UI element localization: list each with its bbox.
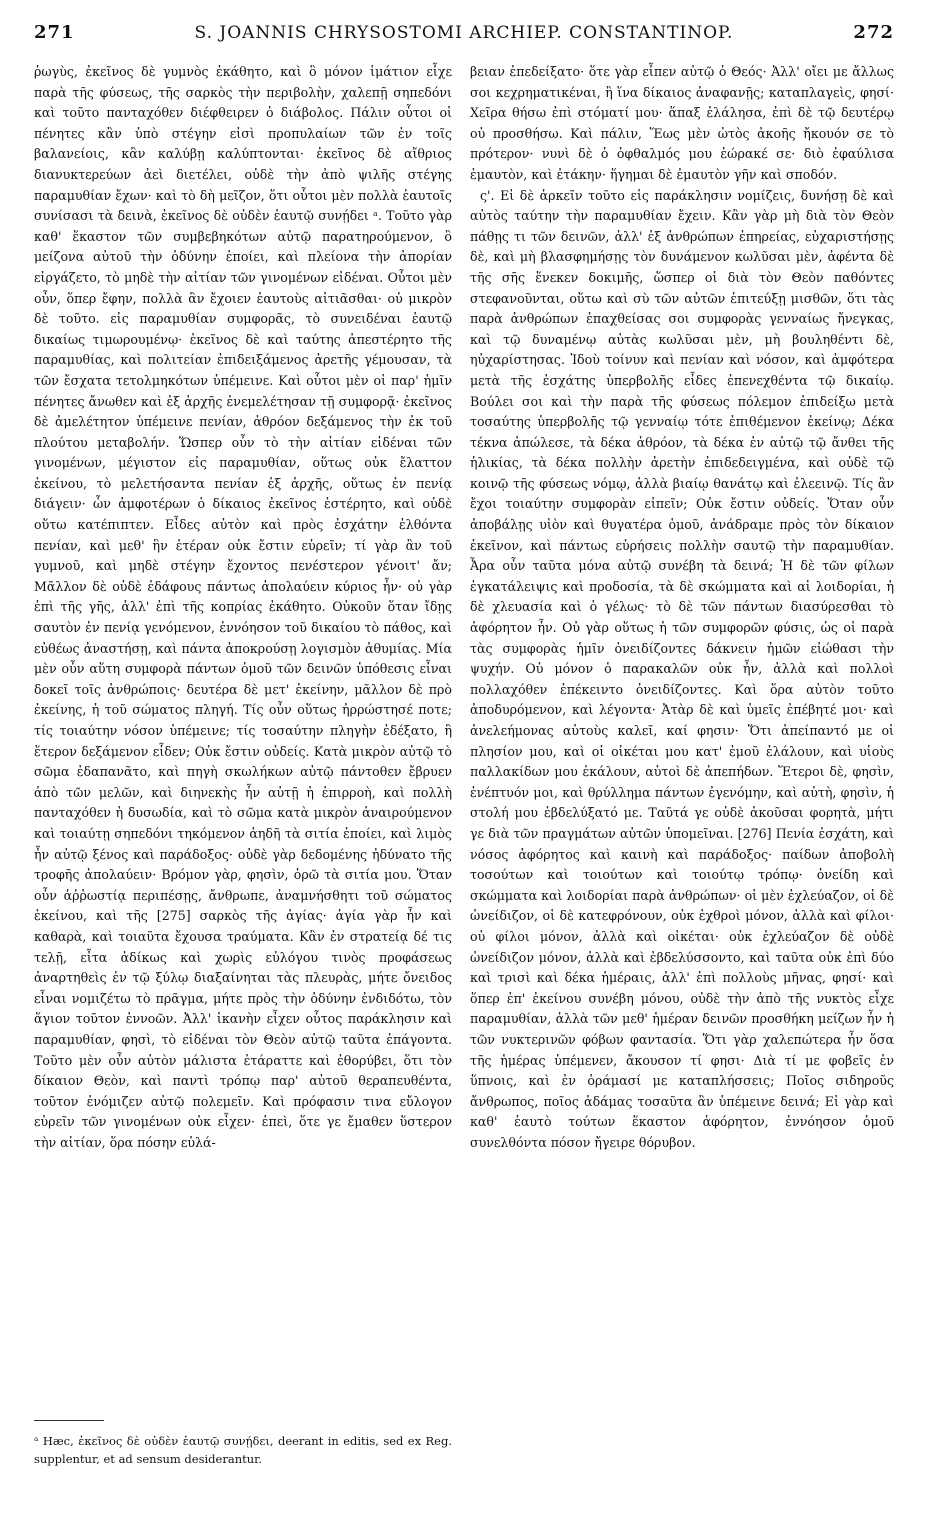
footnote: ᵃ Hæc, ἐκεῖνος δὲ οὐδὲν ἑαυτῷ συνῄδει, deerant in editis, sed ex Reg. supplentur, et ad sensum desiderantur. bbox=[34, 1434, 452, 1466]
page-number-right: 272 bbox=[853, 22, 894, 43]
page-header bbox=[34, 22, 894, 52]
right-paragraph-1: βειαν ἐπεδείξατο· ὅτε γὰρ εἶπεν αὐτῷ ὁ Θεός· Ἀλλ' οἴει με ἄλλως σοι κεχρηματικέναι, ἢ ἵνα δίκαιος ἀναφανῇς; καταπλαγεὶς, φησί· Χεῖρα θήσω ἐπὶ στόματί μου· ἅπαξ ἐλάλησα, ἐπὶ δὲ τῷ δευτέρῳ οὐ προσθήσω. Καὶ πάλιν, Ἕως μὲν ὠτὸς ἀκοῆς ἤκουόν σε τὸ πρότερον· νυνὶ δὲ ὁ ὀφθαλμός μου ἑώρακέ σε· διὸ ἐφαύλισα ἐμαυτὸν, καὶ ἐτάκην· ἥγημαι δὲ ἐμαυτὸν γῆν καὶ σποδόν. bbox=[470, 64, 894, 182]
left-column bbox=[34, 62, 452, 1442]
right-paragraph-2: ς'. Εἰ δὲ ἀρκεῖν τοῦτο εἰς παράκλησιν νομίζεις, δυνήσῃ δὲ καὶ αὐτὸς ταύτην τὴν παραμυθίαν ἔχειν. Κἂν γὰρ μὴ διὰ τὸν Θεὸν πάθῃς τι τῶν δεινῶν, ἀλλ' ἐξ ἀνθρώπων ἐπηρείας, εὐχαριστήσῃς δὲ, καὶ μὴ βλασφημήσῃς τὸν δυνάμενον κωλῦσαι μὲν, ἀφέντα δὲ τῆς σῆς ἕνεκεν δοκιμῆς, ὥσπερ οἱ διὰ τὸν Θεὸν παθόντες στεφανοῦνται, οὕτω καὶ σὺ τῶν αὐτῶν ἐπιτεύξῃ μισθῶν, ὅτι τὰς παρὰ ἀνθρώπων ἐπαχθείσας σοι συμφορὰς γενναίως ἤνεγκας, καὶ τῷ δυναμένῳ αὐτὰς κωλῦσαι μὲν, μὴ βουληθέντι δὲ, ηὐχαρίστησας. Ἰδοὺ τοίνυν καὶ πενίαν καὶ νόσον, καὶ ἀμφότερα μετὰ τῆς ἐσχάτης ὑπερβολῆς εἶδες ἐπενεχθέντα τῷ δικαίῳ. Βούλει σοι καὶ τὴν παρὰ τῆς φύσεως πόλεμον ἐπιδείξω μετὰ τοσαύτης ὑπερβολῆς τῷ γενναίῳ τότε ἐπιθέμενον ἐκείνῳ; Δέκα τέκνα ἀπώλεσε, τὰ δέκα ἀθρόον, τὰ δέκα ἐν αὐτῷ τῷ ἄνθει τῆς ἡλικίας, τὰ δέκα πολλὴν ἀρετὴν ἐπιδεδειγμένα, καὶ οὐδὲ τῷ κοινῷ τῆς φύσεως νόμῳ, ἀλλὰ βιαίῳ θανάτῳ καὶ ἐλεεινῷ. Τίς ἂν ἔχοι τοιαύτην συμφορὰν εἰπεῖν; Οὐκ ἔστιν οὐδείς. Ὅταν οὖν ἀποβάλῃς υἱὸν καὶ θυγατέρα ὁμοῦ, ἀνάδραμε πρὸς τὸν δίκαιον ἐκεῖνον, καὶ πάντως εὑρήσεις πολλὴν σαυτῷ τὴν παραμυθίαν. Ἆρα οὖν ταῦτα μόνα αὐτῷ συνέβη τὰ δεινά; Ἡ δὲ τῶν φίλων ἐγκατάλειψις καὶ προδοσία, τὰ δὲ σκώμματα καὶ αἱ λοιδορίαι, ἡ δὲ χλευασία καὶ ὁ γέλως· τὸ δὲ τῶν πάντων διασύρεσθαι τὸ ἀφόρητον ἦν. Οὐ γὰρ οὕτως ἡ τῶν συμφορῶν φύσις, ὡς οἱ παρὰ τὰς συμφορὰς ἡμῖν ὀνειδίζοντες δάκνειν ἡμῶν εἰώθασι τὴν ψυχήν. Οὐ μόνον ὁ παρακαλῶν οὐκ ἦν, ἀλλὰ καὶ πολλοὶ πολλαχόθεν ἐπέκειντο ὀνειδίζοντες. Καὶ ὅρα αὐτὸν τοῦτο ἀποδυρόμενον, καὶ λέγοντα· Ἀτὰρ δὲ καὶ ὑμεῖς ἐπέβητέ μοι· καὶ ἀνελεήμονας αὐτοὺς καλεῖ, καί φησιν· Ὅτι ἀπείπαντό με οἱ πλησίον μου, καὶ οἱ οἰκέται μου κατ' ἐμοῦ ἐλάλουν, καὶ υἱοὺς παλλακίδων μου ἐκάλουν, αὐτοὶ δὲ ἀπεπήδων. Ἕτεροι δὲ, φησὶν, ἐνέπτυόν μοι, καὶ θρύλλημα πάντων ἐγενόμην, καὶ αὐτὴ, φησὶν, ἡ στολή μου ἐβδελύξατό με. Ταῦτά γε οὐδὲ ἀκοῦσαι φορητὰ, μήτι γε διὰ τῶν πραγμάτων αὐτῶν ὑπομεῖναι. [276] Πενία ἐσχάτη, καὶ νόσος ἀφόρητος καὶ καινὴ καὶ παράδοξος· παίδων ἀποβολὴ τοσούτων καὶ τοιούτων καὶ τοιούτῳ τρόπῳ· ὀνείδη καὶ σκώμματα καὶ λοιδορίαι παρὰ ἀνθρώπων· οἱ μὲν ἐχλεύαζον, οἱ δὲ ὠνείδιζον, οἱ δὲ κατεφρόνουν, οὐκ ἐχθροὶ μόνον, ἀλλὰ καὶ φίλοι· οὐ φίλοι μόνον, ἀλλὰ καὶ οἰκέται· οὐκ ἐχλεύαζον δὲ οὐδὲ ὠνείδιζον μόνον, ἀλλὰ καὶ ἐβδελύσσοντο, καὶ ταῦτα οὐκ ἐπὶ δύο καὶ τρισὶ καὶ δέκα ἡμέραις, ἀλλ' ἐπὶ πολλοὺς μῆνας, φησί· καὶ ὅπερ ἐπ' ἐκείνου συνέβη μόνου, οὐδὲ τὴν ἀπὸ τῆς νυκτὸς εἶχε παραμυθίαν, ἀλλὰ τῶν μεθ' ἡμέραν δεινῶν προσθήκη μείζων ἦν ἡ τῶν νυκτερινῶν φόβων φαντασία. Ὅτι γὰρ χαλεπώτερα ἦν ὅσα τῆς ἡμέρας ὑπέμενεν, ἄκουσον τί φησι· Διὰ τί με φοβεῖς ἐν ὕπνοις, καὶ ἐν ὁράμασί με καταπλήσσεις; Ποῖος σιδηροῦς ἄνθρωπος, ποῖος ἀδάμας τοσαῦτα ἂν ὑπέμεινε δεινά; Εἰ γὰρ καὶ καθ' ἑαυτὸ τούτων ἕκαστον ἀφόρητον, ἐννόησον ὁμοῦ συνελθόντα πόσον ἤγειρε θόρυβον. bbox=[470, 187, 894, 1150]
running-title: S. JOANNIS CHRYSOSTOMI ARCHIEP. CONSTANTINOP. bbox=[194, 23, 734, 43]
footnote-rule bbox=[34, 1420, 104, 1421]
page-number-left: 271 bbox=[34, 22, 75, 43]
left-paragraph-1: ῥωγὺς, ἐκεῖνος δὲ γυμνὸς ἐκάθητο, καὶ ὃ μόνον ἱμάτιον εἶχε παρὰ τῆς φύσεως, τῆς σαρκὸς τὴν περιβολὴν, χαλεπῇ σηπεδόνι καὶ τοῦτο πανταχόθεν διέφθειρεν ὁ διάβολος. Πάλιν οὗτοι οἱ πένητες κἂν ὑπὸ στέγην εἰσὶ προπυλαίων τῶν ἐν τοῖς βαλανείοις, κἂν καλύβῃ καλύπτονται· ἐκεῖνος δὲ αἴθριος διανυκτερεύων ἀεὶ διετέλει, οὐδὲ τὴν ἀπὸ ψιλῆς στέγης παραμυθίαν ἔχων· καὶ τὸ δὴ μεῖζον, ὅτι οὗτοι μὲν πολλὰ ἑαυτοῖς συνίσασι τὰ δεινὰ, ἐκεῖνος δὲ οὐδὲν ἑαυτῷ συνῄδει ᵃ. Τοῦτο γὰρ καθ' ἕκαστον τῶν συμβεβηκότων αὐτῷ παρατηρούμενον, ὃ μείζονα αὐτοῦ τὴν ὀδύνην ἐποίει, καὶ πλείονα τὴν ἀπορίαν εἰργάζετο, τὸ μηδὲ τὴν αἰτίαν τῶν γινομένων εἰδέναι. Οὗτοι μὲν οὖν, ὅπερ ἔφην, πολλὰ ἂν ἔχοιεν ἑαυτοὺς αἰτιᾶσθαι· οὐ μικρὸν δὲ τοῦτο. εἰς παραμυθίαν συμφορᾶς, τὸ συνειδέναι ἑαυτῷ δικαίως τιμωρουμένῳ· ἐκεῖνος δὲ καὶ ταύτης ἀπεστέρητο τῆς παραμυθίας, καὶ πολιτείαν ἐπιδειξάμενος ἀρετῆς γέμουσαν, τὰ τῶν ἔσχατα τετολμηκότων ὑπέμεινε. Καὶ οὗτοι μὲν οἱ παρ' ἡμῖν πένητες ἄνωθεν καὶ ἐξ ἀρχῆς ἐνεμελέτησαν τῇ συμφορᾷ· ἐκεῖνος δὲ ἀμελέτητον ὑπέμεινε πενίαν, ἀθρόον δεξάμενος τὴν ἐκ τοῦ πλούτου μεταβολήν. Ὥσπερ οὖν τὸ τὴν αἰτίαν εἰδέναι τῶν γινομένων, μέγιστον εἰς παραμυθίαν, οὕτως οὐκ ἔλαττον ἐκείνου, τὸ μελετήσαντα πενίαν ἐξ ἀρχῆς, οὕτως ἐν πενίᾳ διάγειν· ὧν ἀμφοτέρων ὁ δίκαιος ἐκεῖνος ἐστέρητο, καὶ οὐδὲ οὕτω κατέπιπτεν. Εἶδες αὐτὸν καὶ πρὸς ἐσχάτην ἐλθόντα πενίαν, καὶ μεθ' ἣν ἑτέραν οὐκ ἔστιν εὑρεῖν; τί γὰρ ἂν τοῦ γυμνοῦ, καὶ μηδὲ στέγην ἔχοντος πενέστερον γένοιτ' ἄν; Μᾶλλον δὲ οὐδὲ ἐδάφους πάντως ἀπολαύειν κύριος ἦν· οὐ γὰρ ἐπὶ τῆς γῆς, ἀλλ' ἐπὶ τῆς κοπρίας ἐκάθητο. Οὐκοῦν ὅταν ἴδῃς σαυτὸν ἐν πενίᾳ γενόμενον, ἐννόησον τοῦ δικαίου τὸ πάθος, καὶ εὐθέως ἀναστήσῃ, καὶ πάντα ἀποκρούσῃ λογισμὸν ἀθυμίας. Μία μὲν οὖν αὕτη συμφορὰ πάντων ὁμοῦ τῶν δεινῶν ὑπόθεσις εἶναι δοκεῖ τοῖς ἀνθρώποις· δευτέρα δὲ μετ' ἐκείνην, μᾶλλον δὲ πρὸ ἐκείνης, ἡ τοῦ σώματος πληγή. Τίς οὖν οὕτως ἠρρώστησέ ποτε; τίς τοιαύτην νόσον ὑπέμεινε; τίς τοσαύτην πληγὴν ἐδέξατο, ἢ ἕτερον δεξάμενον εἶδεν; Οὐκ ἔστιν οὐδείς. Κατὰ μικρὸν αὐτῷ τὸ σῶμα ἐδαπανᾶτο, καὶ πηγὴ σκωλήκων αὐτῷ πάντοθεν ἔβρυεν ἀπὸ τῶν μελῶν, καὶ διηνεκὴς ἦν αὐτῇ ἡ ἐπιρροὴ, καὶ πολλὴ πανταχόθεν ἡ δυσωδία, καὶ τὸ σῶμα κατὰ μικρὸν ἀναιρούμενον καὶ τοιαύτῃ σηπεδόνι τηκόμενον ἀηδῆ τὰ σιτία ἐποίει, καὶ λιμὸς ἦν αὐτῷ ξένος καὶ παράδοξος· οὐδὲ γὰρ δεδομένης ἠδύνατο τῆς τροφῆς ἀπολαύειν· Βρόμον γὰρ, φησὶν, ὁρῶ τὰ σιτία μου. Ὅταν οὖν ἀῤῥωστίᾳ περιπέσῃς, ἄνθρωπε, ἀναμνήσθητι τοῦ σώματος ἐκείνου, καὶ τῆς [275] σαρκὸς τῆς ἁγίας· ἁγία γὰρ ἦν καὶ καθαρὰ, καὶ τοιαῦτα ἔχουσα τραύματα. Κἂν ἐν στρατείᾳ δέ τις τελῇ, εἶτα ἀδίκως καὶ χωρὶς εὐλόγου τινὸς προφάσεως ἀναρτηθεὶς ἐν τῷ ξύλῳ διαξαίνηται τὰς πλευρὰς, μήτε ὄνειδος εἶναι νομιζέτω τὸ πρᾶγμα, μήτε πρὸς τὴν ὀδύνην ἐνδιδότω, τὸν ἅγιον τοῦτον ἐννοῶν. Ἀλλ' ἱκανὴν εἶχεν οὗτος παράκλησιν καὶ παραμυθίαν, φησὶ, τὸ εἰδέναι τὸν Θεὸν αὐτῷ ταῦτα ἐπάγοντα. Τοῦτο μὲν οὖν αὐτὸν μάλιστα ἐτάραττε καὶ ἐθορύβει, ὅτι τὸν δίκαιον Θεὸν, καὶ παντὶ τρόπῳ παρ' αὐτοῦ θεραπευθέντα, τοῦτον ἐνόμιζεν αὐτῷ πολεμεῖν. Καὶ πρόφασιν τινα εὔλογον εὑρεῖν τῶν γινομένων οὐκ εἶχεν· ἐπεὶ, ὅτε γε ἔμαθεν ὕστερον τὴν αἰτίαν, ὅρα πόσην εὐλά- bbox=[34, 64, 452, 1150]
right-column bbox=[470, 62, 894, 1492]
